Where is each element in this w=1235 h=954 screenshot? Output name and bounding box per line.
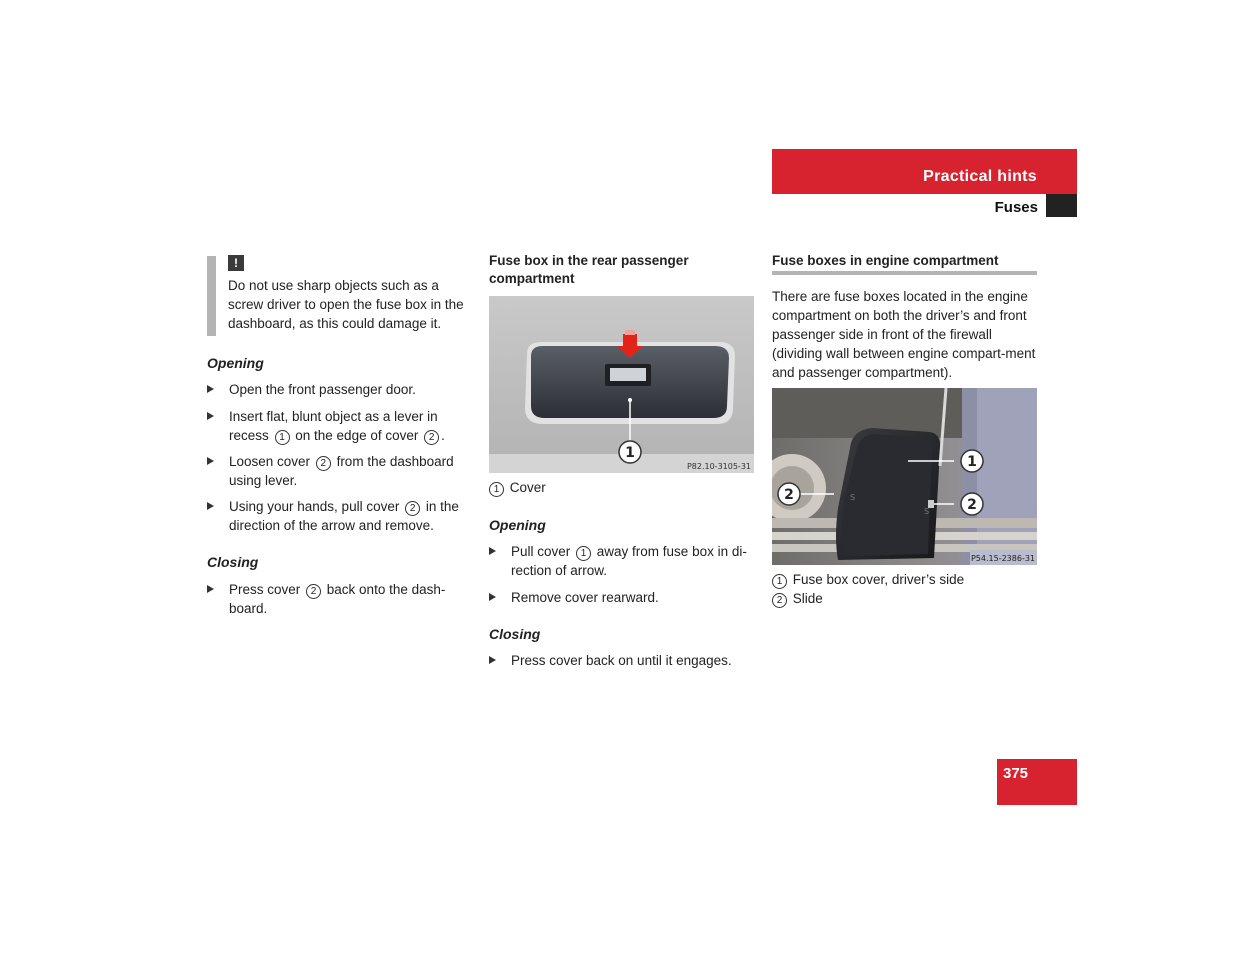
callout-number: 2 <box>306 584 321 599</box>
step-text: Press cover 2 back onto the dash-board. <box>229 582 446 616</box>
step-text: Pull cover 1 away from fuse box in di-rection of arrow. <box>511 544 747 578</box>
callout-number: 2 <box>772 593 787 608</box>
callout-number: 1 <box>489 482 504 497</box>
callout-number: 1 <box>576 546 591 561</box>
callout-number: 2 <box>424 430 439 445</box>
list-item <box>207 380 467 399</box>
closing-heading: Closing <box>207 554 259 570</box>
rear-fusebox-heading: Fuse box in the rear passenger compartment <box>489 253 689 286</box>
opening-heading: Opening <box>207 355 264 371</box>
step-text: Loosen cover 2 from the dashboard using lever. <box>229 454 454 488</box>
callout-number: 2 <box>405 501 420 516</box>
heading-rule <box>772 271 1037 275</box>
image-caption: 1 Cover <box>489 478 546 497</box>
step-text: Insert flat, blunt object as a lever in recess 1 on the edge of cover 2 . <box>229 409 445 443</box>
step-text: Open the front passenger door. <box>229 382 416 397</box>
bullet-arrow-icon <box>207 412 214 420</box>
fusebox-cover-illustration <box>489 296 754 473</box>
callout-2-label: 2 <box>967 497 977 513</box>
header-tab-marker <box>1046 194 1077 217</box>
opening-heading-2: Opening <box>489 517 546 533</box>
callout-1-label: 1 <box>967 454 977 470</box>
svg-text:S: S <box>850 493 856 502</box>
image-caption: 2 Slide <box>772 589 823 608</box>
page-number: 375 <box>1003 765 1029 782</box>
engine-fusebox-intro: There are fuse boxes located in the engine compartment on both the driver’s and front passenger side in front of the firewall (dividing wall between engine compart-ment and passenger compartment). <box>772 289 1036 380</box>
list-item <box>207 407 467 445</box>
step-text: Using your hands, pull cover 2 in the direction of the arrow and remove. <box>229 499 459 533</box>
section-title: Practical hints <box>923 168 1037 185</box>
page-number-box <box>997 759 1077 805</box>
bullet-arrow-icon <box>207 457 214 465</box>
bullet-arrow-icon <box>489 656 496 664</box>
callout-number: 1 <box>772 574 787 589</box>
bullet-arrow-icon <box>207 585 214 593</box>
list-item <box>207 452 467 490</box>
bullet-arrow-icon <box>489 547 496 555</box>
section-header-bar <box>772 149 1077 194</box>
engine-compartment-illustration <box>772 388 1037 565</box>
list-item <box>207 580 457 618</box>
engine-fusebox-photo <box>772 388 1037 565</box>
closing-heading-2: Closing <box>489 626 541 642</box>
rear-fusebox-photo <box>489 296 754 473</box>
image-caption: 1 Fuse box cover, driver’s side <box>772 570 964 589</box>
step-text: Press cover back on until it engages. <box>511 653 732 668</box>
callout-number: 1 <box>275 430 290 445</box>
note-text: Do not use sharp objects such as a screw driver to open the fuse box in the dashboard, as this could damage it. <box>228 278 464 331</box>
subsection-title: Fuses <box>994 199 1038 216</box>
list-item <box>489 588 749 607</box>
step-text: Remove cover rearward. <box>511 590 659 605</box>
warning-icon: ! <box>228 255 244 271</box>
image-code: P54.15-2386-31 <box>970 554 1035 563</box>
bullet-arrow-icon <box>207 385 214 393</box>
bullet-arrow-icon <box>489 593 496 601</box>
callout-1-label: 1 <box>625 445 635 461</box>
callout-number: 2 <box>316 456 331 471</box>
callout-2-left-label: 2 <box>784 487 794 503</box>
note-bar <box>207 256 216 336</box>
list-item <box>207 497 467 535</box>
image-code: P82.10-3105-31 <box>686 462 751 471</box>
list-item <box>489 542 757 580</box>
bullet-arrow-icon <box>207 502 214 510</box>
list-item <box>489 651 757 670</box>
svg-text:S: S <box>924 507 930 516</box>
engine-fusebox-heading: Fuse boxes in engine compartment <box>772 253 999 268</box>
